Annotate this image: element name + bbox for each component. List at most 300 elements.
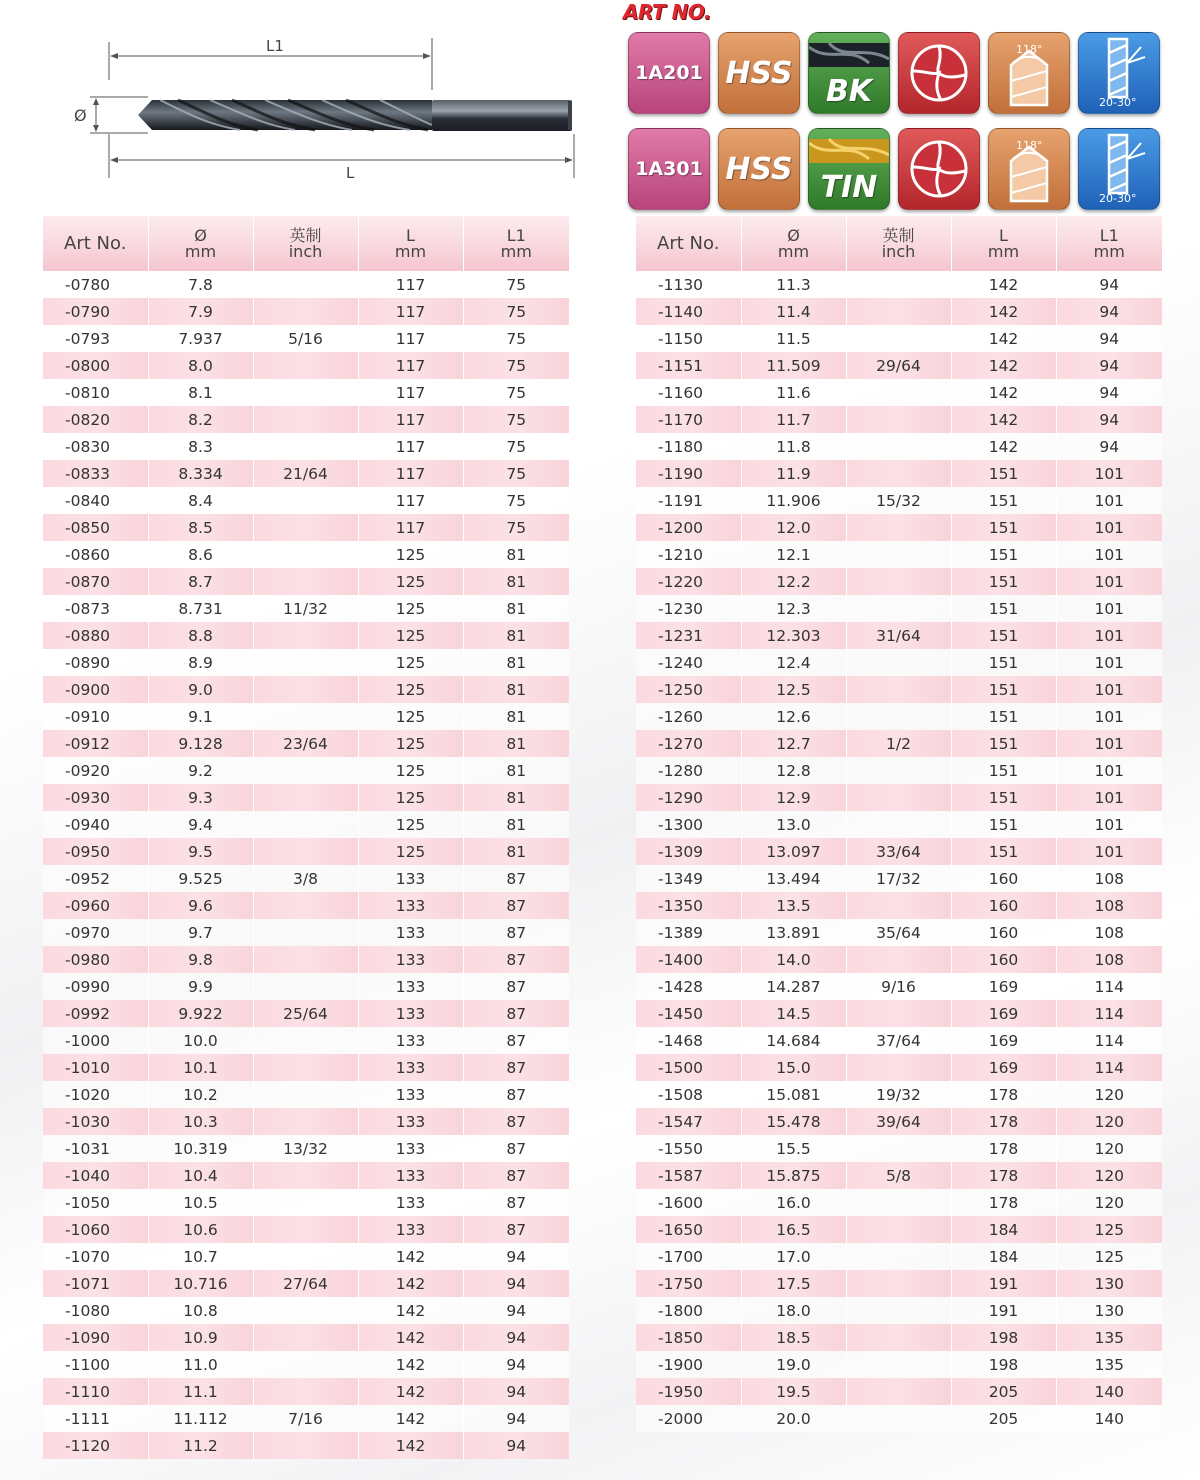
length-cell: 151 — [951, 595, 1056, 622]
flute-length-cell: 75 — [463, 379, 569, 406]
table-row — [43, 1405, 569, 1432]
flute-length-cell: 94 — [1056, 271, 1162, 298]
length-cell: 178 — [951, 1189, 1056, 1216]
flute-length-cell: 81 — [463, 730, 569, 757]
length-cell: 125 — [358, 730, 463, 757]
art-no-cell: -0890 — [43, 649, 148, 676]
helix-angle-icon — [1078, 32, 1160, 114]
art-no-cell: -0800 — [43, 352, 148, 379]
diameter-cell: 8.731 — [148, 595, 253, 622]
art-no-cell: -0830 — [43, 433, 148, 460]
art-number-badge: 1A301 — [628, 128, 710, 210]
diameter-cell: 9.8 — [148, 946, 253, 973]
inch-cell: 21/64 — [253, 460, 358, 487]
diameter-cell: 11.2 — [148, 1432, 253, 1459]
table-row — [636, 1405, 1162, 1432]
table-row — [43, 1000, 569, 1027]
table-row — [636, 1000, 1162, 1027]
length-cell: 191 — [951, 1270, 1056, 1297]
diameter-cell: 10.716 — [148, 1270, 253, 1297]
flute-length-cell: 101 — [1056, 838, 1162, 865]
length-cell: 117 — [358, 271, 463, 298]
flute-length-cell: 101 — [1056, 649, 1162, 676]
inch-cell: 35/64 — [846, 919, 951, 946]
flute-length-cell: 108 — [1056, 865, 1162, 892]
flute-length-cell: 94 — [463, 1351, 569, 1378]
table-row — [636, 487, 1162, 514]
inch-cell — [846, 1189, 951, 1216]
inch-cell — [253, 352, 358, 379]
material-badge: HSS — [718, 32, 800, 114]
inch-cell: 25/64 — [253, 1000, 358, 1027]
inch-cell: 19/32 — [846, 1081, 951, 1108]
length-cell: 133 — [358, 1000, 463, 1027]
diameter-cell: 12.5 — [741, 676, 846, 703]
length-cell: 160 — [951, 892, 1056, 919]
length-cell: 151 — [951, 460, 1056, 487]
inch-cell — [253, 1243, 358, 1270]
table-row — [636, 622, 1162, 649]
diameter-cell: 13.097 — [741, 838, 846, 865]
inch-cell — [253, 1216, 358, 1243]
art-no-cell: -0810 — [43, 379, 148, 406]
flute-length-cell: 87 — [463, 1189, 569, 1216]
art-no-cell: -0950 — [43, 838, 148, 865]
product-row-1a301 — [628, 128, 1160, 210]
inch-cell — [253, 1324, 358, 1351]
art-no-cell: -0992 — [43, 1000, 148, 1027]
diameter-cell: 11.112 — [148, 1405, 253, 1432]
table-row — [636, 325, 1162, 352]
inch-cell — [846, 460, 951, 487]
art-no-cell: -1000 — [43, 1027, 148, 1054]
art-no-cell: -0820 — [43, 406, 148, 433]
flute-profile-icon — [898, 32, 980, 114]
art-no-cell: -0970 — [43, 919, 148, 946]
flute-length-cell: 120 — [1056, 1189, 1162, 1216]
length-cell: 125 — [358, 595, 463, 622]
art-no-cell: -1309 — [636, 838, 741, 865]
inch-cell: 5/16 — [253, 325, 358, 352]
flute-length-cell: 114 — [1056, 1000, 1162, 1027]
inch-cell — [846, 1243, 951, 1270]
table-body — [636, 271, 1162, 1432]
length-cell: 205 — [951, 1405, 1056, 1432]
length-cell: 142 — [358, 1432, 463, 1459]
length-cell: 198 — [951, 1351, 1056, 1378]
inch-cell: 5/8 — [846, 1162, 951, 1189]
flute-length-cell: 101 — [1056, 811, 1162, 838]
diameter-cell: 11.906 — [741, 487, 846, 514]
table-row — [43, 622, 569, 649]
length-cell: 142 — [358, 1324, 463, 1351]
table-header-row — [636, 216, 1162, 271]
table-row — [636, 1297, 1162, 1324]
diameter-cell: 10.3 — [148, 1108, 253, 1135]
inch-cell — [846, 1135, 951, 1162]
tip-angle-label: 118° — [1016, 139, 1043, 152]
length-cell: 151 — [951, 514, 1056, 541]
table-row — [636, 379, 1162, 406]
inch-cell: 1/2 — [846, 730, 951, 757]
table-row — [636, 1189, 1162, 1216]
diameter-cell: 13.5 — [741, 892, 846, 919]
art-no-cell: -1010 — [43, 1054, 148, 1081]
diameter-cell: 16.5 — [741, 1216, 846, 1243]
art-no-cell: -1850 — [636, 1324, 741, 1351]
art-no-cell: -1500 — [636, 1054, 741, 1081]
diameter-cell: 11.509 — [741, 352, 846, 379]
inch-cell — [253, 514, 358, 541]
art-no-cell: -0920 — [43, 757, 148, 784]
diameter-label: Ø — [74, 106, 87, 125]
flute-length-cell: 81 — [463, 676, 569, 703]
flute-length-cell: 120 — [1056, 1108, 1162, 1135]
art-no-cell: -1250 — [636, 676, 741, 703]
length-cell: 169 — [951, 973, 1056, 1000]
length-cell: 133 — [358, 1189, 463, 1216]
flute-length-cell: 101 — [1056, 784, 1162, 811]
length-cell: 133 — [358, 1216, 463, 1243]
diameter-cell: 7.9 — [148, 298, 253, 325]
length-cell: 125 — [358, 568, 463, 595]
art-no-cell: -1140 — [636, 298, 741, 325]
inch-cell — [846, 433, 951, 460]
art-no-cell: -1600 — [636, 1189, 741, 1216]
table-row — [43, 1243, 569, 1270]
inch-cell — [253, 1378, 358, 1405]
flute-length-cell: 87 — [463, 1081, 569, 1108]
art-no-cell: -1020 — [43, 1081, 148, 1108]
flute-length-cell: 87 — [463, 1108, 569, 1135]
art-no-cell: -1060 — [43, 1216, 148, 1243]
inch-cell — [253, 973, 358, 1000]
table-row — [43, 811, 569, 838]
diameter-cell: 9.525 — [148, 865, 253, 892]
table-row — [43, 325, 569, 352]
flute-length-cell: 87 — [463, 919, 569, 946]
art-no-cell: -1200 — [636, 514, 741, 541]
inch-cell — [846, 1216, 951, 1243]
art-no-cell: -1450 — [636, 1000, 741, 1027]
inch-cell — [253, 676, 358, 703]
flute-length-cell: 120 — [1056, 1135, 1162, 1162]
diameter-cell: 8.5 — [148, 514, 253, 541]
length-cell: 117 — [358, 325, 463, 352]
header-inch: 英制 inch — [846, 216, 951, 271]
length-cell: 169 — [951, 1000, 1056, 1027]
diameter-cell: 10.319 — [148, 1135, 253, 1162]
diameter-cell: 9.9 — [148, 973, 253, 1000]
length-cell: 133 — [358, 1081, 463, 1108]
inch-cell: 33/64 — [846, 838, 951, 865]
diameter-cell: 20.0 — [741, 1405, 846, 1432]
length-cell: 198 — [951, 1324, 1056, 1351]
art-no-cell: -0990 — [43, 973, 148, 1000]
art-no-cell: -1120 — [43, 1432, 148, 1459]
length-cell: 169 — [951, 1054, 1056, 1081]
inch-cell — [846, 595, 951, 622]
length-cell: 125 — [358, 784, 463, 811]
art-no-cell: -1349 — [636, 865, 741, 892]
diameter-cell: 8.4 — [148, 487, 253, 514]
header-flute-length: L1 mm — [463, 216, 569, 271]
diameter-cell: 8.9 — [148, 649, 253, 676]
drill-size-table-right — [636, 216, 1162, 1432]
table-row — [43, 1108, 569, 1135]
diameter-cell: 13.891 — [741, 919, 846, 946]
art-no-cell: -1190 — [636, 460, 741, 487]
flute-length-cell: 101 — [1056, 703, 1162, 730]
table-row — [636, 1270, 1162, 1297]
table-row — [636, 1081, 1162, 1108]
inch-cell — [253, 298, 358, 325]
length-cell: 133 — [358, 919, 463, 946]
inch-cell — [253, 1189, 358, 1216]
art-no-cell: -1191 — [636, 487, 741, 514]
flute-length-cell: 125 — [1056, 1243, 1162, 1270]
table-row — [43, 784, 569, 811]
length-cell: 151 — [951, 730, 1056, 757]
flute-length-cell: 81 — [463, 757, 569, 784]
inch-cell — [253, 406, 358, 433]
flute-length-cell: 75 — [463, 352, 569, 379]
inch-cell — [253, 1081, 358, 1108]
flute-length-cell: 94 — [1056, 298, 1162, 325]
art-no-cell: -1750 — [636, 1270, 741, 1297]
length-cell: 151 — [951, 487, 1056, 514]
drill-diagram — [60, 30, 600, 190]
inch-cell — [253, 433, 358, 460]
art-no-cell: -1350 — [636, 892, 741, 919]
art-no-cell: -1260 — [636, 703, 741, 730]
flute-length-cell: 81 — [463, 703, 569, 730]
inch-cell — [253, 379, 358, 406]
length-cell: 151 — [951, 838, 1056, 865]
table-row — [636, 1162, 1162, 1189]
table-row — [636, 757, 1162, 784]
table-row — [43, 892, 569, 919]
inch-cell: 15/32 — [846, 487, 951, 514]
diameter-cell: 8.0 — [148, 352, 253, 379]
length-cell: 125 — [358, 622, 463, 649]
art-no-cell: -1900 — [636, 1351, 741, 1378]
flute-length-cell: 87 — [463, 1000, 569, 1027]
length-cell: 160 — [951, 946, 1056, 973]
table-row — [43, 865, 569, 892]
material-badge: HSS — [718, 128, 800, 210]
length-cell: 191 — [951, 1297, 1056, 1324]
diameter-cell: 10.1 — [148, 1054, 253, 1081]
flute-length-cell: 81 — [463, 838, 569, 865]
header-flute-length: L1 mm — [1056, 216, 1162, 271]
diameter-cell: 9.0 — [148, 676, 253, 703]
table-row — [636, 568, 1162, 595]
flute-length-cell: 87 — [463, 1162, 569, 1189]
length-cell: 117 — [358, 406, 463, 433]
diameter-cell: 12.9 — [741, 784, 846, 811]
art-no-cell: -1071 — [43, 1270, 148, 1297]
length-cell: 142 — [358, 1351, 463, 1378]
inch-cell — [846, 946, 951, 973]
helix-angle-label: 20-30° — [1099, 192, 1137, 205]
art-no-cell: -1240 — [636, 649, 741, 676]
art-no-cell: -1290 — [636, 784, 741, 811]
table-row — [636, 946, 1162, 973]
inch-cell — [253, 811, 358, 838]
inch-cell: 29/64 — [846, 352, 951, 379]
diameter-cell: 14.684 — [741, 1027, 846, 1054]
diameter-cell: 12.8 — [741, 757, 846, 784]
art-no-cell: -0850 — [43, 514, 148, 541]
inch-cell — [253, 1432, 358, 1459]
table-row — [43, 1351, 569, 1378]
length-cell: 133 — [358, 1135, 463, 1162]
table-row — [43, 1378, 569, 1405]
flute-length-cell: 114 — [1056, 973, 1162, 1000]
inch-cell — [846, 406, 951, 433]
table-row — [636, 919, 1162, 946]
diameter-cell: 15.478 — [741, 1108, 846, 1135]
diameter-cell: 14.5 — [741, 1000, 846, 1027]
length-cell: 178 — [951, 1081, 1056, 1108]
diameter-cell: 15.081 — [741, 1081, 846, 1108]
flute-length-cell: 94 — [1056, 406, 1162, 433]
length-cell: 125 — [358, 703, 463, 730]
length-cell: 133 — [358, 892, 463, 919]
diameter-cell: 15.875 — [741, 1162, 846, 1189]
length-cell: 184 — [951, 1216, 1056, 1243]
table-row — [43, 1297, 569, 1324]
art-no-cell: -0833 — [43, 460, 148, 487]
flute-length-cell: 94 — [463, 1324, 569, 1351]
diameter-cell: 10.4 — [148, 1162, 253, 1189]
table-row — [43, 1054, 569, 1081]
flute-length-cell: 75 — [463, 460, 569, 487]
inch-cell — [846, 325, 951, 352]
flute-length-cell: 108 — [1056, 892, 1162, 919]
flute-length-cell: 81 — [463, 622, 569, 649]
inch-cell: 7/16 — [253, 1405, 358, 1432]
diameter-cell: 8.2 — [148, 406, 253, 433]
diameter-cell: 18.5 — [741, 1324, 846, 1351]
art-no-cell: -1100 — [43, 1351, 148, 1378]
art-no-cell: -1111 — [43, 1405, 148, 1432]
length-cell: 178 — [951, 1108, 1056, 1135]
inch-cell — [253, 757, 358, 784]
table-row — [636, 703, 1162, 730]
table-row — [43, 1324, 569, 1351]
flute-length-cell: 81 — [463, 541, 569, 568]
diameter-cell: 10.5 — [148, 1189, 253, 1216]
inch-cell: 39/64 — [846, 1108, 951, 1135]
table-row — [636, 676, 1162, 703]
drill-size-table-left — [43, 216, 569, 1459]
flute-length-cell: 87 — [463, 1135, 569, 1162]
length-cell: 133 — [358, 865, 463, 892]
diameter-cell: 9.3 — [148, 784, 253, 811]
inch-cell — [846, 784, 951, 811]
flute-length-cell: 87 — [463, 865, 569, 892]
diameter-cell: 19.5 — [741, 1378, 846, 1405]
diameter-cell: 14.0 — [741, 946, 846, 973]
art-no-cell: -0940 — [43, 811, 148, 838]
diameter-cell: 7.8 — [148, 271, 253, 298]
table-row — [636, 973, 1162, 1000]
table-row — [43, 568, 569, 595]
table-row — [636, 649, 1162, 676]
flute-length-cell: 87 — [463, 1027, 569, 1054]
art-no-cell: -1080 — [43, 1297, 148, 1324]
art-no-cell: -0793 — [43, 325, 148, 352]
art-no-cell: -1547 — [636, 1108, 741, 1135]
diameter-cell: 10.6 — [148, 1216, 253, 1243]
diameter-cell: 12.6 — [741, 703, 846, 730]
art-no-cell: -0912 — [43, 730, 148, 757]
length-cell: 142 — [951, 379, 1056, 406]
length-cell: 142 — [951, 325, 1056, 352]
header-art-no: Art No. — [43, 216, 148, 271]
diameter-cell: 17.5 — [741, 1270, 846, 1297]
diameter-cell: 11.4 — [741, 298, 846, 325]
table-row — [636, 595, 1162, 622]
table-row — [43, 757, 569, 784]
length-cell: 117 — [358, 379, 463, 406]
flute-length-cell: 81 — [463, 649, 569, 676]
flute-length-cell: 135 — [1056, 1324, 1162, 1351]
diameter-cell: 11.7 — [741, 406, 846, 433]
header-length: L mm — [951, 216, 1056, 271]
art-no-cell: -1508 — [636, 1081, 741, 1108]
inch-cell — [253, 271, 358, 298]
diameter-cell: 19.0 — [741, 1351, 846, 1378]
length-cell: 117 — [358, 487, 463, 514]
art-no-cell: -1400 — [636, 946, 741, 973]
header-length: L mm — [358, 216, 463, 271]
art-no-cell: -1428 — [636, 973, 741, 1000]
art-no-cell: -1700 — [636, 1243, 741, 1270]
table-row — [43, 595, 569, 622]
flute-length-cell: 94 — [1056, 325, 1162, 352]
diameter-cell: 14.287 — [741, 973, 846, 1000]
art-no-cell: -1030 — [43, 1108, 148, 1135]
l-label: L — [346, 164, 355, 182]
inch-cell: 11/32 — [253, 595, 358, 622]
inch-cell — [253, 892, 358, 919]
inch-cell — [846, 1000, 951, 1027]
inch-cell — [253, 649, 358, 676]
length-cell: 117 — [358, 352, 463, 379]
table-row — [636, 811, 1162, 838]
inch-cell — [253, 1108, 358, 1135]
length-cell: 151 — [951, 757, 1056, 784]
inch-cell: 37/64 — [846, 1027, 951, 1054]
diameter-cell: 15.0 — [741, 1054, 846, 1081]
length-cell: 160 — [951, 865, 1056, 892]
flute-length-cell: 81 — [463, 784, 569, 811]
inch-cell — [846, 1324, 951, 1351]
length-cell: 125 — [358, 649, 463, 676]
length-cell: 151 — [951, 649, 1056, 676]
helix-angle-icon — [1078, 128, 1160, 210]
length-cell: 178 — [951, 1135, 1056, 1162]
table-row — [636, 1135, 1162, 1162]
art-no-cell: -1210 — [636, 541, 741, 568]
flute-length-cell: 94 — [463, 1405, 569, 1432]
diameter-cell: 15.5 — [741, 1135, 846, 1162]
table-row — [636, 541, 1162, 568]
diameter-cell: 13.0 — [741, 811, 846, 838]
